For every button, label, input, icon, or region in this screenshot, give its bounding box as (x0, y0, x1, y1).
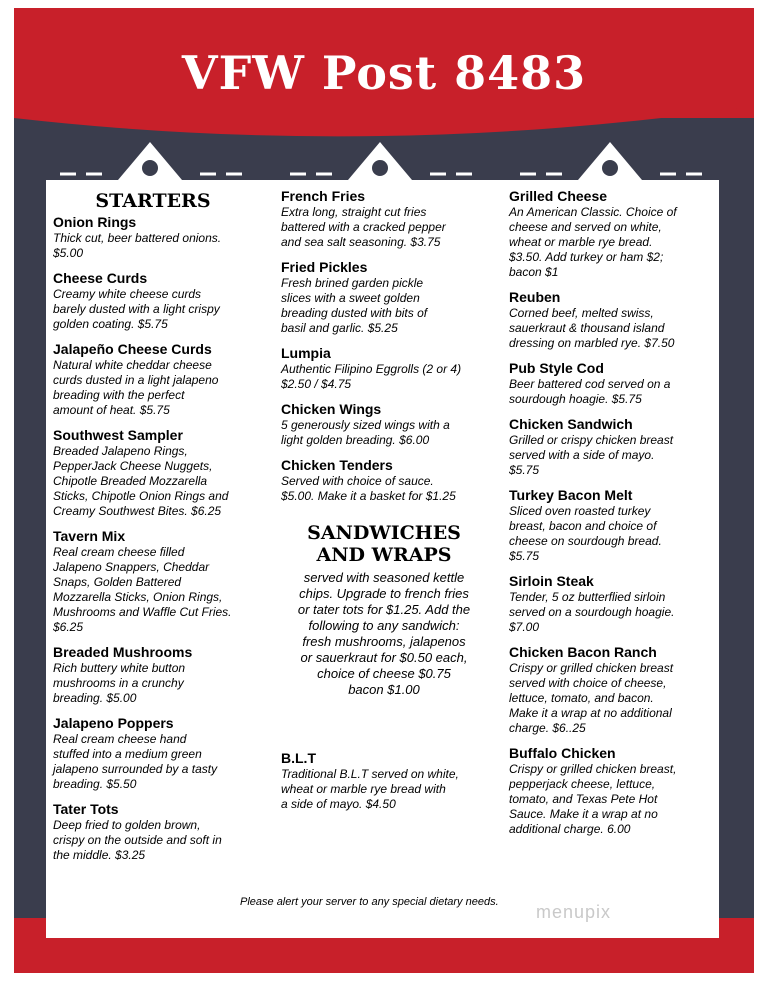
menu-item (281, 401, 493, 448)
menu-item (509, 416, 714, 478)
item-description: Deep fried to golden brown, crispy on the outside and soft in the middle. $3.25 (53, 818, 222, 862)
item-description: Real cream cheese hand stuffed into a medium green jalapeno surrounded by a tasty breading. $5.50 (53, 732, 218, 791)
item-description: Creamy white cheese curds barely dusted with a light crispy golden coating. $5.75 (53, 287, 220, 331)
middle-column (281, 188, 493, 513)
sandwiches-heading-line1: SANDWICHES (307, 522, 461, 544)
item-name: Lumpia (281, 345, 331, 361)
item-name: Breaded Mushrooms (53, 644, 193, 660)
item-description: Crispy or grilled chicken breast served with choice of cheese, lettuce, tomato, and bacon. Make it a wrap at no additional charge. $6..25 (509, 661, 674, 735)
item-description: Rich buttery white button mushrooms in a crunchy breading. $5.00 (53, 661, 186, 705)
menu-item (509, 289, 714, 351)
item-name: Tater Tots (53, 801, 119, 817)
menu-item (509, 360, 714, 407)
item-name: Sirloin Steak (509, 573, 594, 589)
sandwiches-intro: served with seasoned kettle chips. Upgrade to french fries or tater tots for $1.25. Add the following to any sandwich: fresh mushrooms, jalapenos or sauerkraut for $0.50 each, choice of cheese $0.75 bacon $1.00 (297, 570, 471, 697)
right-column (509, 188, 714, 846)
menu-item (53, 715, 265, 792)
item-description: An American Classic. Choice of cheese and served on white, wheat or marble rye bread. $3.50. Add turkey or ham $2; bacon $1 (509, 205, 677, 279)
item-name: Onion Rings (53, 214, 137, 230)
menu-item (509, 573, 714, 635)
item-description: Served with choice of sauce. $5.00. Make it a basket for $1.25 (281, 474, 456, 503)
menu-item (53, 801, 265, 863)
item-description: Thick cut, beer battered onions. $5.00 (53, 231, 222, 260)
watermark-logo: menupix (536, 902, 612, 922)
appetizers-list (281, 188, 493, 504)
item-name: Pub Style Cod (509, 360, 604, 376)
item-name: Reuben (509, 289, 561, 305)
menu-item (509, 644, 714, 736)
menu-item (509, 188, 714, 280)
item-description: Grilled or crispy chicken breast served with a side of mayo. $5.75 (509, 433, 674, 477)
item-name: Chicken Bacon Ranch (509, 644, 657, 660)
item-name: Fried Pickles (281, 259, 368, 275)
menu-item (281, 188, 493, 250)
blt-item (281, 750, 493, 812)
menu-item (281, 259, 493, 336)
item-description: Corned beef, melted swiss, sauerkraut & thousand island dressing on marbled rye. $7.50 (509, 306, 675, 350)
menu-item (281, 345, 493, 392)
item-name: Tavern Mix (53, 528, 126, 544)
sandwiches-heading-line2: AND WRAPS (316, 544, 452, 566)
item-name: French Fries (281, 188, 366, 204)
item-name: B.L.T (281, 750, 316, 766)
menu-item (281, 457, 493, 504)
item-description: Sliced oven roasted turkey breast, bacon and choice of cheese on sourdough bread. $5.75 (509, 504, 662, 563)
dietary-note: Please alert your server to any special dietary needs. (240, 896, 499, 908)
item-description: Fresh brined garden pickle slices with a sweet golden breading dusted with bits of basil and garlic. $5.25 (281, 276, 428, 335)
item-name: Jalapeno Poppers (53, 715, 174, 731)
menu-item (509, 487, 714, 564)
item-name: Buffalo Chicken (509, 745, 616, 761)
sandwich-list (509, 188, 714, 837)
item-name: Cheese Curds (53, 270, 148, 286)
sandwiches-section (277, 522, 491, 698)
item-name: Chicken Wings (281, 401, 382, 417)
item-description: Authentic Filipino Eggrolls (2 or 4) $2.50 / $4.75 (281, 362, 462, 391)
item-name: Jalapeño Cheese Curds (53, 341, 212, 357)
item-description: Tender, 5 oz butterflied sirloin served on a sourdough hoagie. $7.00 (509, 590, 675, 634)
menu-item (509, 745, 714, 837)
item-name: Turkey Bacon Melt (509, 487, 633, 503)
menu-item (53, 214, 265, 261)
menu-item (53, 270, 265, 332)
item-description: 5 generously sized wings with a light golden breading. $6.00 (281, 418, 450, 447)
item-name: Chicken Sandwich (509, 416, 633, 432)
menu-item (53, 644, 265, 706)
item-description: Extra long, straight cut fries battered with a cracked pepper and sea salt seasoning. $3.75 (281, 205, 446, 249)
menu-item (53, 427, 265, 519)
starters-column (53, 190, 265, 872)
item-description: Natural white cheddar cheese curds dusted in a light jalapeno breading with the perfect amount of heat. $5.75 (53, 358, 219, 417)
starters-heading: STARTERS (95, 190, 211, 212)
item-name: Chicken Tenders (281, 457, 393, 473)
item-description: Traditional B.L.T served on white, wheat or marble rye bread with a side of mayo. $4.50 (281, 767, 459, 811)
item-description: Breaded Jalapeno Rings, PepperJack Cheese Nuggets, Chipotle Breaded Mozzarella Sticks, Chipotle Onion Rings and Creamy Southwest Bites. $6.25 (53, 444, 229, 518)
item-name: Grilled Cheese (509, 188, 608, 204)
menu-item (53, 341, 265, 418)
item-description: Real cream cheese filled Jalapeno Snappers, Cheddar Snaps, Golden Battered Mozzarella Sticks, Onion Rings, Mushrooms and Waffle Cut Fries. $6.25 (53, 545, 232, 634)
item-name: Southwest Sampler (53, 427, 183, 443)
item-description: Beer battered cod served on a sourdough hoagie. $5.75 (509, 377, 671, 406)
item-description: Crispy or grilled chicken breast, pepperjack cheese, lettuce, tomato, and Texas Pete Hot Sauce. Make it a wrap at no additional charge. 6.00 (509, 762, 677, 836)
restaurant-title: VFW Post 8483 (181, 46, 587, 100)
menu-item (53, 528, 265, 635)
starters-list (53, 214, 265, 863)
